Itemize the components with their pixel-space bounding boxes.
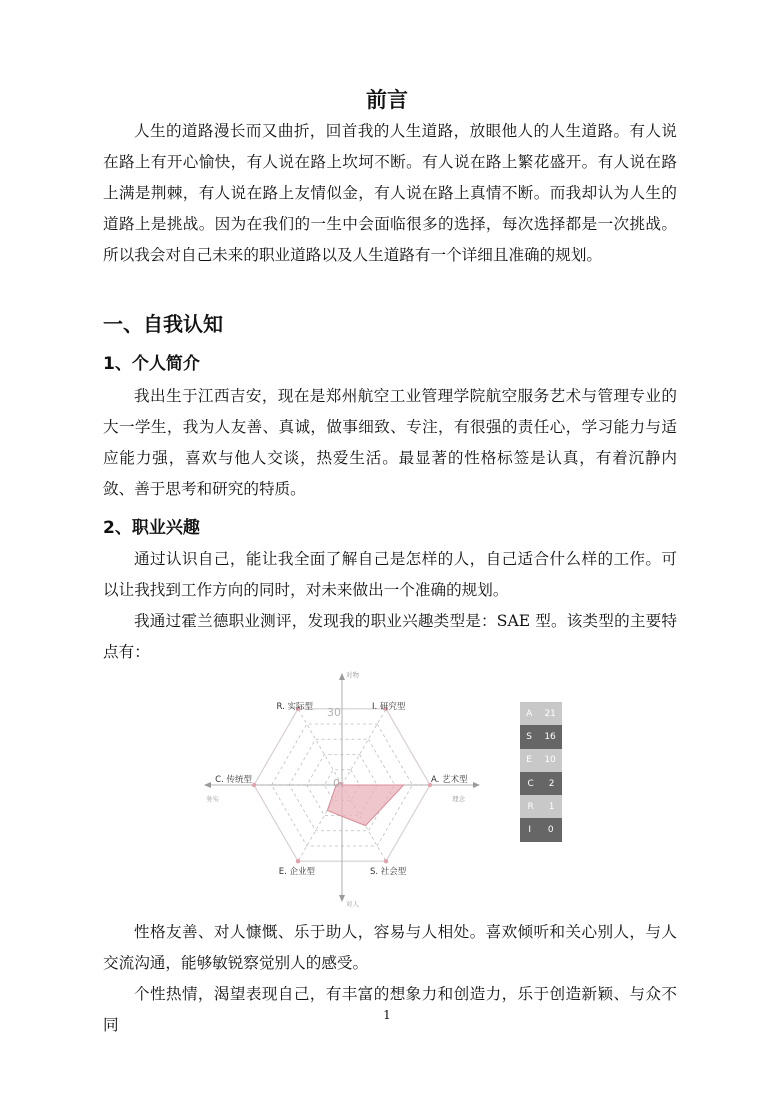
radar-spoke-6 [298,709,342,785]
score-value: 21 [544,708,556,719]
score-table [520,702,562,842]
radar-label-c: C. 传统型 [215,775,252,785]
axis-arrow-3 [204,782,211,788]
score-value: 16 [544,731,556,742]
score-row-e [520,749,562,772]
radar-label-s: S. 社会型 [370,867,407,877]
radar-label-r: R. 实际型 [276,702,313,712]
radar-label-e: E. 企业型 [278,867,315,877]
score-row-c [520,772,562,795]
axis-arrow-2 [339,895,345,902]
axis-arrow-4 [473,782,480,788]
radar-label-i: I. 研究型 [372,702,406,712]
radar-spoke-1 [342,709,386,785]
axis-label-right: 理念 [452,795,465,803]
radar-vertex-dot-4 [296,859,300,863]
page-number: 1 [383,1008,391,1022]
holland-radar-chart [190,665,490,910]
score-row-a [520,702,562,725]
score-code: S [526,731,532,742]
personal-profile-text: 我出生于江西吉安，现在是郑州航空工业管理学院航空服务艺术与管理专业的大一学生，我为人友善、真诚，做事细致、专注，有很强的责任心，学习能力与适应能力强，喜欢与他人交谈，热爱生活。最显著的性格标签是认真，有着沉静内敛、善于思考和研究的特质。 [103,387,677,498]
radar-labels [206,670,468,908]
score-code: C [527,778,534,789]
radar-vertex-dot-5 [252,783,256,787]
radar-label-a: A. 艺术型 [431,775,468,785]
preface-title: 前言 [366,88,408,112]
subheading-career-interest: 2、职业兴趣 [103,518,200,538]
score-value: 2 [548,778,555,789]
career-interest-para-3: 性格友善、对人慷慨、乐于助人，容易与人相处。喜欢倾听和关心别人，与人交流沟通，能够敏锐察觉别人的感受。 [103,923,677,972]
subheading-personal-profile: 1、个人简介 [103,354,200,374]
radar-vertex-dot-3 [384,859,388,863]
career-interest-para-1: 通过认识自己，能让我全面了解自己是怎样的人，自己适合什么样的工作。可以让我找到工作方向的同时，对未来做出一个准确的规划。 [103,550,677,599]
score-code: A [526,708,533,719]
axis-label-bottom: 对人 [346,900,359,908]
tick-label-max: 30 [327,706,341,719]
preface-text: 人生的道路漫长而又曲折，回首我的人生道路，放眼他人的人生道路。有人说在路上有开心愉快，有人说在路上坎坷不断。有人说在路上繁花盛开。有人说在路上满是荆棘，有人说在路上友情似金，有人说在路上真情不断。而我却认为人生的道路上是挑战。因为在我们的一生中会面临很多的选择，每次选择都是一次挑战。所以我会对自己未来的职业道路以及人生道路有一个详细且准确的规划。 [103,122,677,264]
score-code: E [526,755,532,766]
score-value: 1 [548,801,555,812]
score-value: 0 [547,825,554,836]
axis-label-left: 务实 [206,795,219,803]
axis-label-top: 对物 [346,671,359,679]
score-row-r [520,795,562,818]
score-row-s [520,725,562,748]
career-interest-para-2: 我通过霍兰德职业测评，发现我的职业兴趣类型是：SAE 型。该类型的主要特点有： [103,612,677,661]
score-row-i [520,818,562,841]
section-heading-self-cognition: 一、自我认知 [103,312,223,336]
score-code: R [527,801,534,812]
tick-label-zero: 0 [333,777,340,790]
axis-arrow-1 [339,673,345,680]
score-code: I [528,825,532,836]
career-interest-para-4: 个性热情，渴望表现自己，有丰富的想象力和创造力，乐于创造新颖、与众不同 [103,985,677,1034]
score-value: 10 [544,755,556,766]
